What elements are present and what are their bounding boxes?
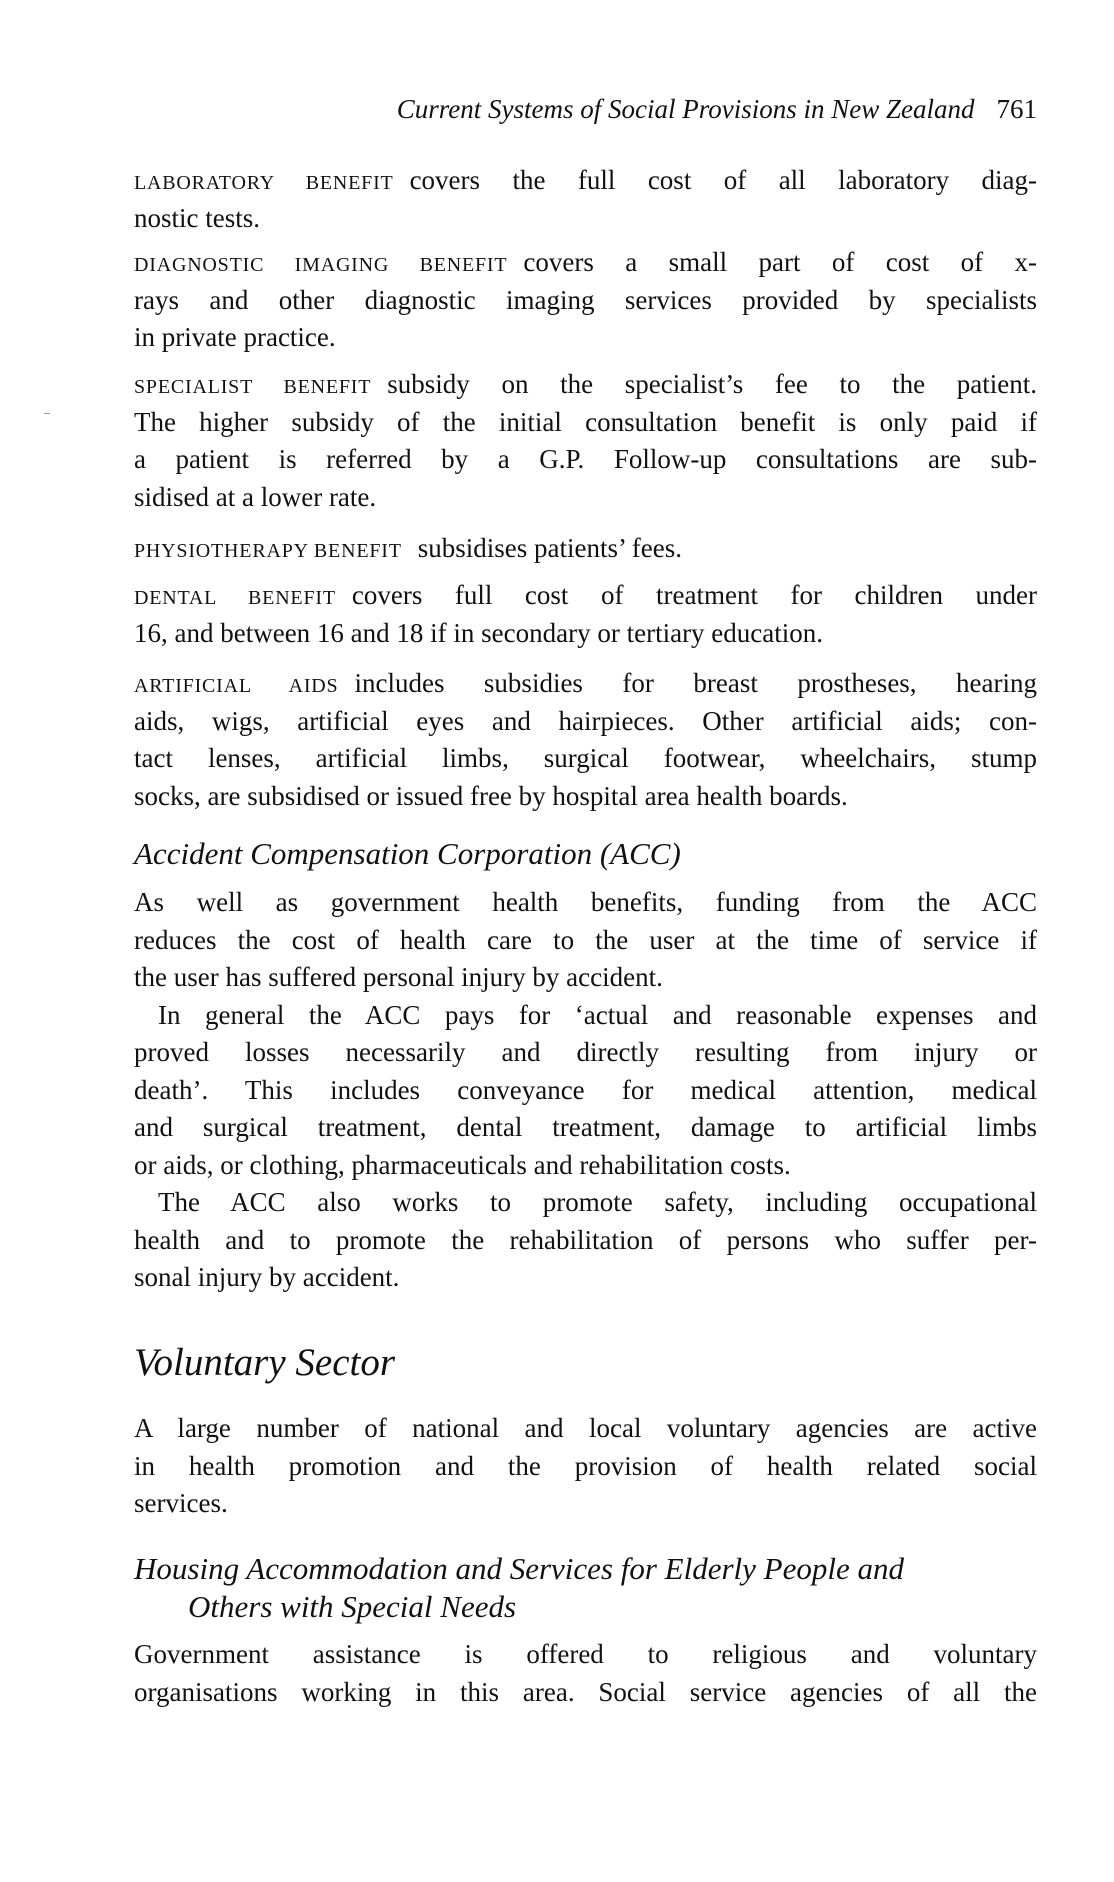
text-line: a patient is referred by a G.P. Follow-up consultations are sub- [134,444,1037,474]
text-line: The higher subsidy of the initial consultation benefit is only paid if [134,406,1037,437]
page-number: 761 [996,94,1037,124]
text-line: organisations working in this area. Social service agencies of all the [134,1676,1037,1707]
text-line: services. [134,1488,228,1518]
text-line: nostic tests. [134,202,260,233]
benefit-term: DENTAL BENEFIT [134,587,336,609]
text-line [134,162,1037,200]
text-line: health and to promote the rehabilitation of persons who suffer per- [134,1224,1037,1255]
text-line: aids, wigs, artificial eyes and hairpieces. Other artificial aids; con- [134,705,1037,736]
text-line: sonal injury by accident. [134,1262,400,1292]
text-line: the user has suffered personal injury by accident. [134,962,663,992]
text-line: or aids, or clothing, pharmaceuticals and rehabilitation costs. [134,1149,791,1180]
benefit-description: covers a small part of cost of x- [523,247,1037,277]
benefit-entry [134,162,1037,237]
text-line [134,244,1037,282]
benefit-term: PHYSIOTHERAPY BENEFIT [134,540,402,562]
text-line: death’. This includes conveyance for medical attention, medical [134,1074,1037,1105]
benefit-term: LABORATORY BENEFIT [134,172,394,194]
text-line: A large number of national and local voluntary agencies are active [134,1413,1037,1443]
benefit-description: covers full cost of treatment for children under [351,580,1037,610]
voluntary-body [134,1410,1037,1523]
benefit-entry [134,244,1037,357]
text-line: Government assistance is offered to religious and voluntary [134,1639,1037,1669]
housing-body [134,1636,1037,1711]
housing-heading [134,1550,904,1626]
benefit-description: includes subsidies for breast prostheses, hearing [354,668,1037,698]
text-line: tact lenses, artificial limbs, surgical footwear, wheelchairs, stump [134,743,1037,773]
text-line: In general the ACC pays for ‘actual and reasonable expenses and [158,999,1037,1030]
running-title: Current Systems of Social Provisions in New Zealand [396,94,975,124]
benefit-entry [134,530,1037,568]
benefit-entry [134,577,1037,652]
text-line: in health promotion and the provision of health related social [134,1450,1037,1481]
text-line: rays and other diagnostic imaging services provided by specialists [134,284,1037,315]
text-line: reduces the cost of health care to the user at the time of service if [134,924,1037,955]
benefit-term: DIAGNOSTIC IMAGING BENEFIT [134,254,508,276]
text-line [134,366,1037,404]
housing-heading-line1: Housing Accommodation and Services for Elderly People and [134,1551,904,1586]
text-line: As well as government health benefits, funding from the ACC [134,887,1037,917]
text-line: socks, are subsidised or issued free by hospital area health boards. [134,780,848,811]
text-line [134,530,1037,568]
text-line: sidised at a lower rate. [134,481,377,512]
text-line: in private practice. [134,322,336,352]
benefit-term: ARTIFICIAL AIDS [134,675,339,697]
benefit-description: subsidy on the specialist’s fee to the patient. [387,369,1037,399]
benefit-term: SPECIALIST BENEFIT [134,376,372,398]
text-line: proved losses necessarily and directly resulting from injury or [134,1037,1037,1067]
text-line [134,665,1037,703]
scan-mark [44,413,50,414]
benefit-entry [134,665,1037,815]
text-line: 16, and between 16 and 18 if in secondary or tertiary education. [134,617,824,648]
acc-heading: Accident Compensation Corporation (ACC) [134,836,681,871]
benefit-entry [134,366,1037,516]
text-line: The ACC also works to promote safety, including occupational [158,1187,1037,1217]
acc-body [134,884,1037,1297]
voluntary-heading: Voluntary Sector [134,1341,396,1384]
text-line [134,577,1037,615]
running-header [134,94,1037,125]
benefit-description: covers the full cost of all laboratory diag- [409,165,1037,195]
text-line: and surgical treatment, dental treatment, damage to artificial limbs [134,1112,1037,1142]
benefit-description: subsidises patients’ fees. [417,533,682,563]
housing-heading-line2: Others with Special Needs [188,1589,517,1624]
